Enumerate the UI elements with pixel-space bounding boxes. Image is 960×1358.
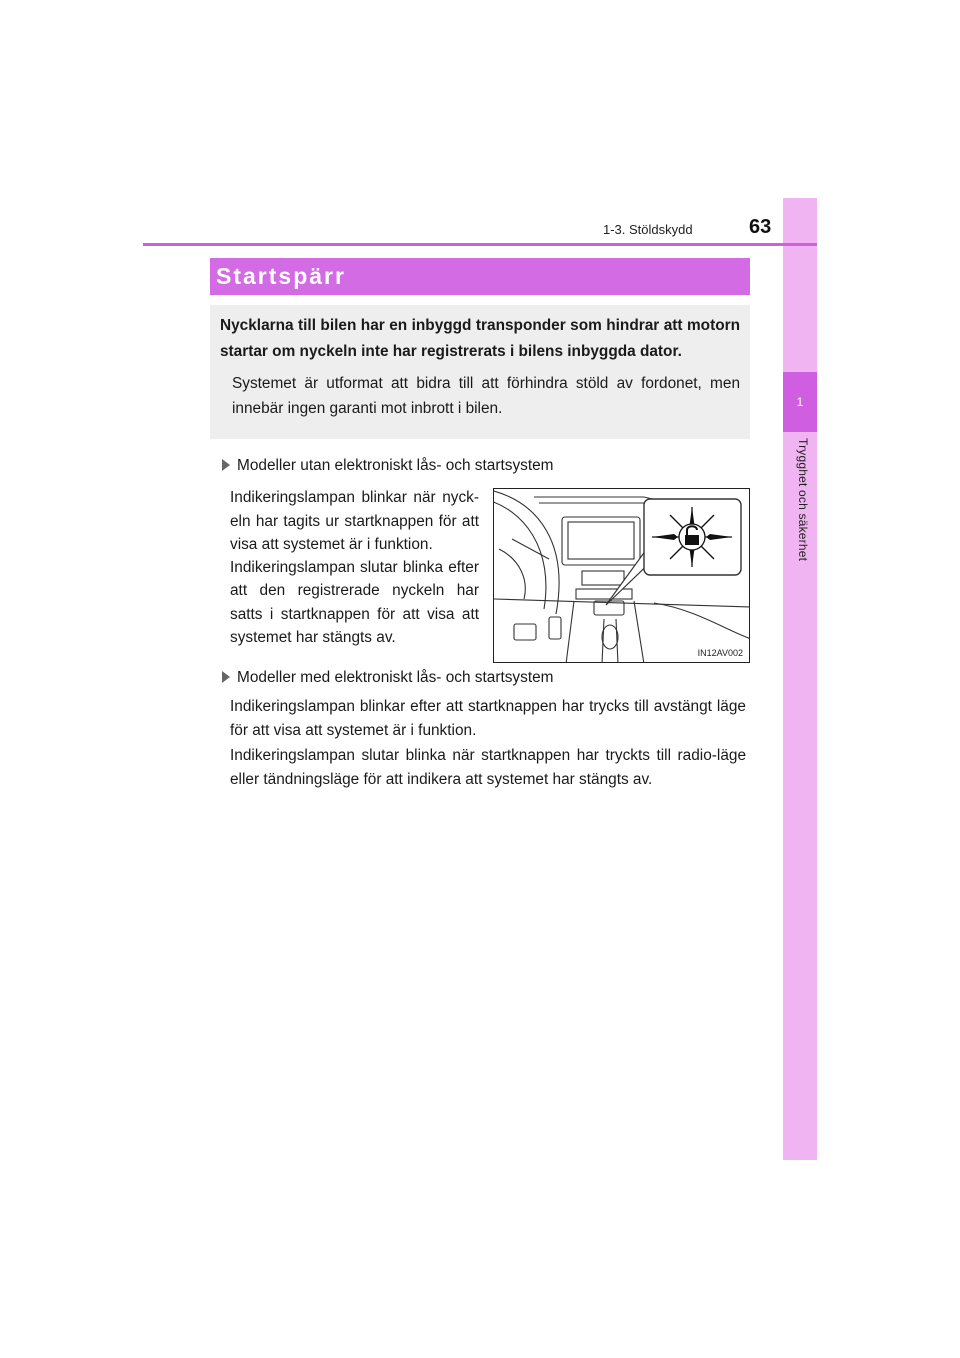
section1-para2: Indikeringslampan slutar blinka efter att den registrerade nyckeln har satts i startknappen för att visa att systemet har stängts av. xyxy=(230,559,479,646)
intro-box xyxy=(210,305,750,439)
chapter-title: Trygghet och säkerhet xyxy=(796,438,810,562)
section2-heading-text: Modeller med elektroniskt lås- och startsystem xyxy=(237,669,554,686)
section1-para1: Indikeringslampan blinkar när nyck-eln har tagits ur startknappen för att visa att systemet är i funktion. xyxy=(230,489,479,553)
intro-normal-text: Systemet är utformat att bidra till att förhindra stöld av fordonet, men innebär ingen garanti mot inbrott i bilen. xyxy=(232,375,740,417)
side-tab xyxy=(783,198,817,1160)
chapter-number-tab[interactable] xyxy=(783,372,817,432)
triangle-bullet-icon xyxy=(222,671,230,683)
section2-heading xyxy=(222,669,553,687)
section2-para1: Indikeringslampan blinkar efter att startknappen har trycks till avstängt läge för att visa att systemet är i funktion. xyxy=(230,698,746,739)
dashboard-drawing xyxy=(494,489,750,663)
intro-bold-text: Nycklarna till bilen har en inbyggd transponder som hindrar att motorn startar om nyckeln inte har registrerats i bilens inbyggda dator. xyxy=(220,317,740,360)
page-number: 63 xyxy=(749,216,772,238)
figure-code: IN12AV002 xyxy=(697,648,743,658)
header-divider xyxy=(143,243,817,246)
section1-heading-text: Modeller utan elektroniskt lås- och startsystem xyxy=(237,457,554,474)
chapter-number: 1 xyxy=(796,395,804,409)
section2-para2: Indikeringslampan slutar blinka när startknappen har tryckts till radio-läge eller tändningsläge för att indikera att systemet har stängts av. xyxy=(230,747,746,788)
page-title: Startspärr xyxy=(210,258,750,295)
section1-heading xyxy=(222,457,554,475)
dashboard-illustration xyxy=(493,488,750,663)
section-label: 1-3. Stöldskydd xyxy=(603,222,693,237)
triangle-bullet-icon xyxy=(222,459,230,471)
